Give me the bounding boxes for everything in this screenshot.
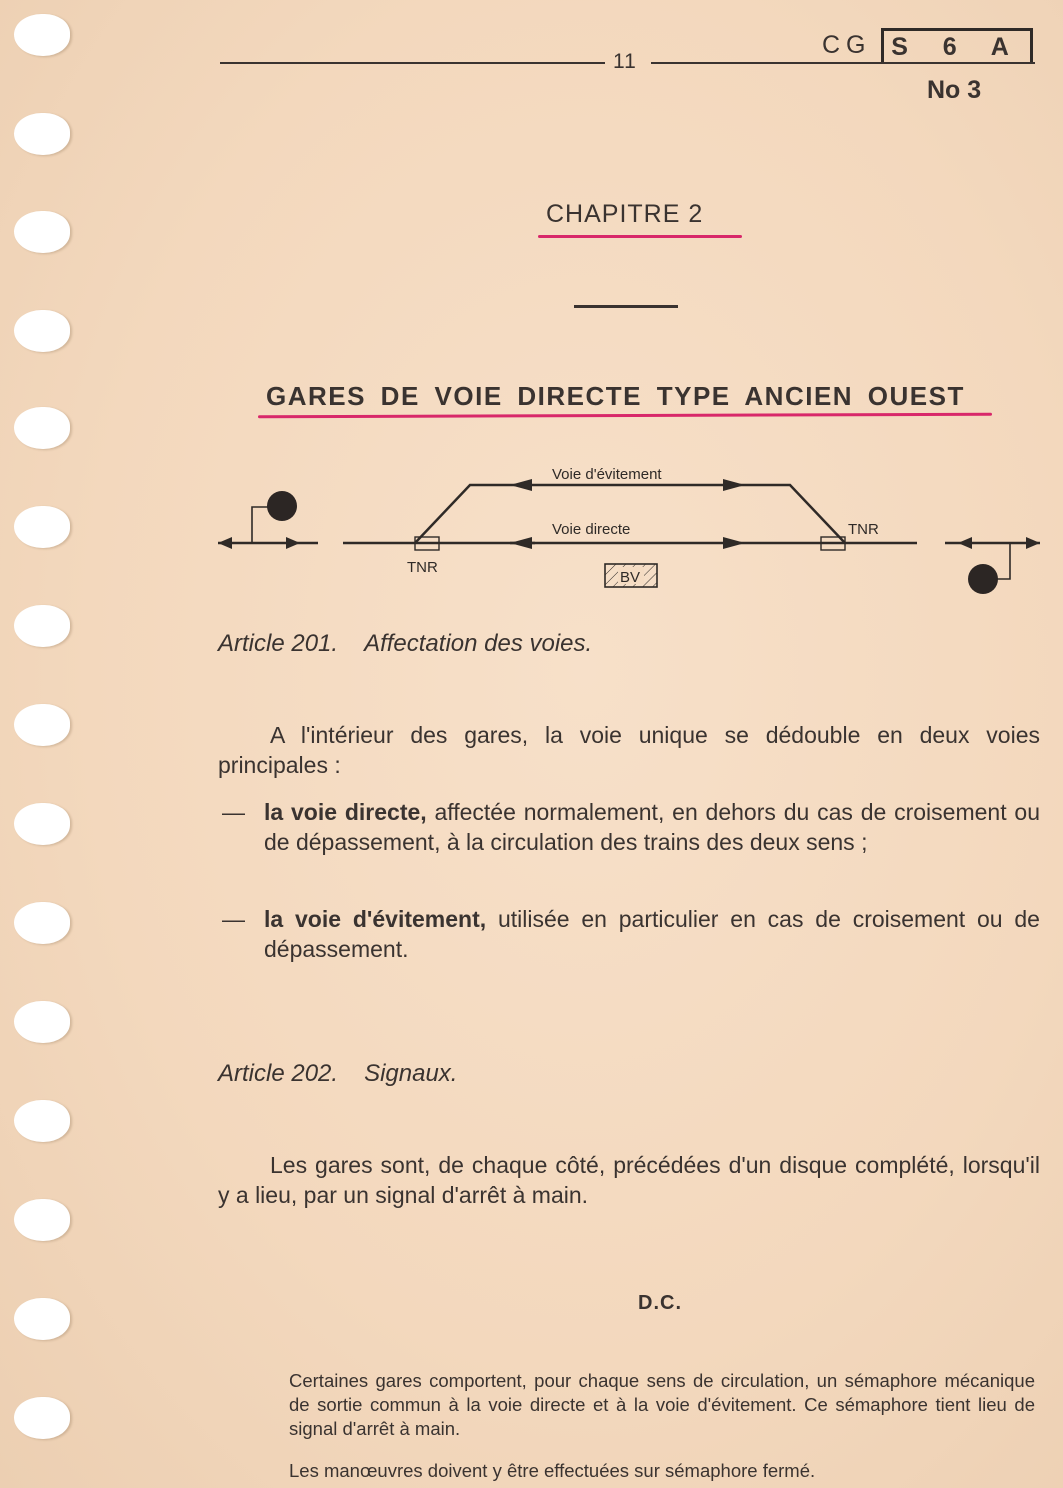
series-code: CG <box>822 31 872 59</box>
list-dash: — <box>222 799 245 825</box>
list-item <box>218 797 1040 857</box>
article-202-number: Article 202. <box>218 1060 339 1087</box>
binder-hole <box>14 1298 70 1340</box>
reference-number: No 3 <box>927 76 982 104</box>
binder-hole <box>14 310 70 352</box>
article-202-heading: Signaux. <box>364 1060 458 1087</box>
list-item-text: affectée normalement, en dehors du cas de croisement ou de dépassement, à la circulation des trains des deux sens ; <box>264 799 1040 855</box>
dc-paragraph-2: Les manœuvres doivent y être effectuées sur sémaphore fermé. <box>289 1460 816 1481</box>
binder-hole <box>14 407 70 449</box>
list-dash: — <box>222 906 245 932</box>
binder-hole <box>14 803 70 845</box>
list-item <box>218 904 1040 964</box>
tnr-label-right: TNR <box>848 521 879 538</box>
binder-hole <box>14 1100 70 1142</box>
station-label: BV <box>620 569 641 586</box>
list-item-term: la voie directe, <box>264 799 427 825</box>
dc-paragraph-1: Certaines gares comportent, pour chaque sens de circulation, un sémaphore mécanique de sortie commun à la voie directe et à la voie d'évitement. Ce sémaphore tient lieu de signal d'arrêt à main. <box>289 1370 1035 1439</box>
article-201-number: Article 201. <box>218 630 339 657</box>
header-rule-left <box>220 62 605 64</box>
binder-hole <box>14 506 70 548</box>
article-201-title <box>218 630 592 658</box>
binder-hole <box>14 14 70 56</box>
section-rule <box>574 305 678 308</box>
page-number: 11 <box>613 50 637 73</box>
left-signal-icon <box>218 491 318 549</box>
binder-hole <box>14 211 70 253</box>
main-track <box>343 537 917 549</box>
chapter-underline <box>538 235 742 238</box>
binder-hole <box>14 902 70 944</box>
page-title: GARES DE VOIE DIRECTE TYPE ANCIEN OUEST <box>266 381 965 411</box>
track-diagram <box>200 455 1050 605</box>
article-202-title <box>218 1060 457 1088</box>
list-item-text: utilisée en particulier en cas de croisement ou de dépassement. <box>264 906 1040 962</box>
title-underline <box>258 413 992 419</box>
station-building <box>605 564 657 587</box>
chapter-heading: CHAPITRE 2 <box>546 200 704 228</box>
binder-hole <box>14 605 70 647</box>
article-201-intro: A l'intérieur des gares, la voie unique se dédouble en deux voies principales : <box>218 722 1040 778</box>
binder-hole <box>14 113 70 155</box>
dc-heading: D.C. <box>638 1292 682 1314</box>
main-track-label: Voie directe <box>552 521 631 538</box>
siding-label: Voie d'évitement <box>552 466 662 483</box>
binder-hole <box>14 1001 70 1043</box>
reference-box: S 6 A <box>881 28 1033 62</box>
right-signal-icon <box>945 537 1040 594</box>
binder-hole <box>14 1199 70 1241</box>
article-201-heading: Affectation des voies. <box>364 630 593 657</box>
tnr-label-left: TNR <box>407 559 438 576</box>
binder-hole <box>14 1397 70 1439</box>
binder-hole <box>14 704 70 746</box>
article-202-text: Les gares sont, de chaque côté, précédées d'un disque complété, lorsqu'il y a lieu, par un signal d'arrêt à main. <box>218 1152 1040 1208</box>
list-item-term: la voie d'évitement, <box>264 906 487 932</box>
